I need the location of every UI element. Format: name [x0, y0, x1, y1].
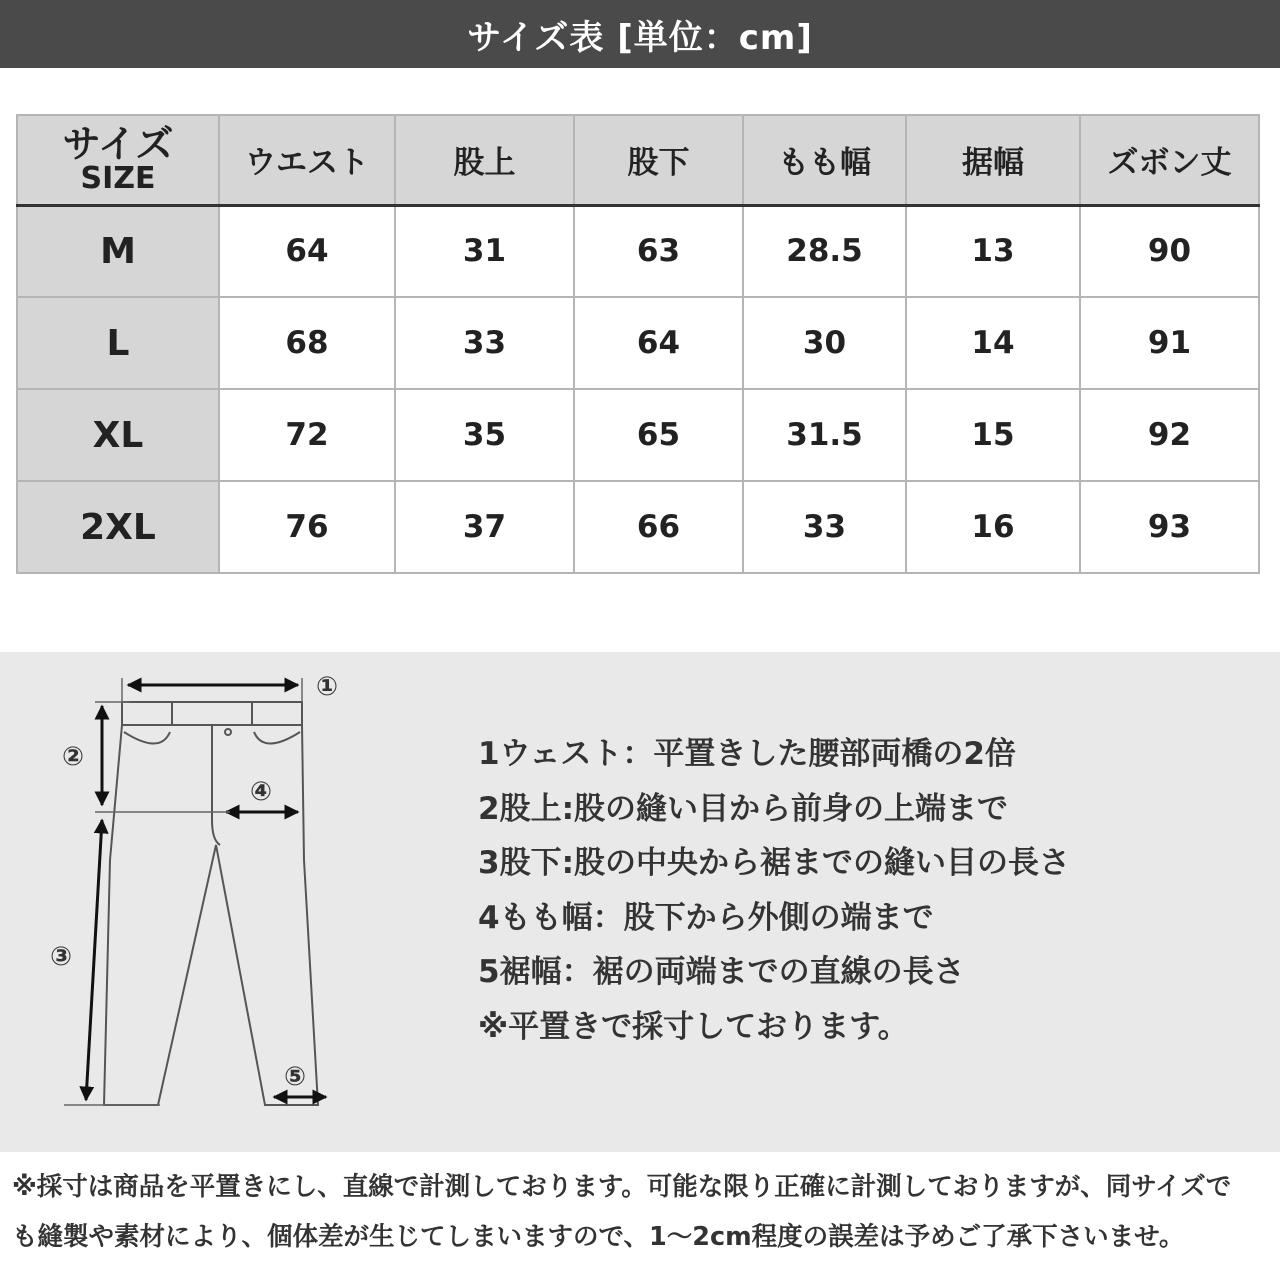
table-cell: 68 — [219, 297, 395, 389]
table-cell: 28.5 — [743, 205, 906, 297]
measurement-diagram-section — [0, 652, 1280, 1152]
pants-measurement-diagram — [40, 660, 370, 1130]
column-header-rise: 股上 — [395, 115, 574, 205]
table-cell: 33 — [395, 297, 574, 389]
table-cell: 93 — [1080, 481, 1259, 573]
row-size-label: 2XL — [17, 481, 219, 573]
table-cell: 13 — [906, 205, 1080, 297]
size-corner-header — [17, 115, 219, 205]
column-header-hem: 据幅 — [906, 115, 1080, 205]
row-size-label: L — [17, 297, 219, 389]
marker-3: ③ — [50, 942, 73, 972]
marker-4: ④ — [250, 777, 273, 807]
table-row — [17, 205, 1259, 297]
table-cell: 64 — [219, 205, 395, 297]
legend-item: 1ウェスト：平置きした腰部両橋の2倍 — [478, 736, 1016, 772]
table-cell: 72 — [219, 389, 395, 481]
marker-2: ② — [62, 742, 85, 772]
marker-5: ⑤ — [284, 1062, 307, 1092]
table-cell: 33 — [743, 481, 906, 573]
table-cell: 76 — [219, 481, 395, 573]
table-cell: 16 — [906, 481, 1080, 573]
table-cell: 31 — [395, 205, 574, 297]
column-header-inseam: 股下 — [574, 115, 743, 205]
size-chart-header — [0, 0, 1280, 68]
table-cell: 64 — [574, 297, 743, 389]
table-cell: 63 — [574, 205, 743, 297]
row-size-label: M — [17, 205, 219, 297]
table-cell: 66 — [574, 481, 743, 573]
legend-item: 4もも幅：股下から外側の端まで — [478, 899, 934, 936]
table-row — [17, 481, 1259, 573]
size-table — [16, 114, 1260, 574]
table-cell: 14 — [906, 297, 1080, 389]
column-header-length: ズボン丈 — [1080, 115, 1259, 205]
size-label-en: SIZE — [80, 160, 156, 196]
table-cell: 91 — [1080, 297, 1259, 389]
table-cell: 35 — [395, 389, 574, 481]
table-header-row — [17, 115, 1259, 205]
table-cell: 31.5 — [743, 389, 906, 481]
table-cell: 15 — [906, 389, 1080, 481]
page-title: サイズ表 [単位：cm] — [467, 17, 813, 58]
table-cell: 30 — [743, 297, 906, 389]
column-header-waist: ウエスト — [219, 115, 395, 205]
legend-item: 5裾幅：裾の両端までの直線の長さ — [478, 954, 965, 990]
note-line: ※採寸は商品を平置きにし、直線で計測しております。可能な限り正確に計測しておりますが、同サイズで — [12, 1172, 1232, 1202]
legend-item: 3股下:股の中央から裾までの縫い目の長さ — [478, 845, 1070, 881]
table-row — [17, 389, 1259, 481]
column-header-thigh: もも幅 — [743, 115, 906, 205]
table-cell: 65 — [574, 389, 743, 481]
table-cell: 90 — [1080, 205, 1259, 297]
measurement-legend — [478, 727, 1070, 1054]
note-line: も縫製や素材により、個体差が生じてしまいますので、1〜2cm程度の誤差は予めご了承下さいませ。 — [12, 1222, 1185, 1252]
size-label-ja: サイズ — [62, 121, 174, 166]
measurement-note — [12, 1162, 1274, 1262]
table-row — [17, 297, 1259, 389]
marker-1: ① — [316, 672, 339, 702]
row-size-label: XL — [17, 389, 219, 481]
table-cell: 37 — [395, 481, 574, 573]
legend-item: 2股上:股の縫い目から前身の上端まで — [478, 790, 1008, 827]
legend-item: ※平置きで採寸しております。 — [478, 1008, 909, 1045]
table-cell: 92 — [1080, 389, 1259, 481]
pants-outline — [104, 702, 318, 1105]
